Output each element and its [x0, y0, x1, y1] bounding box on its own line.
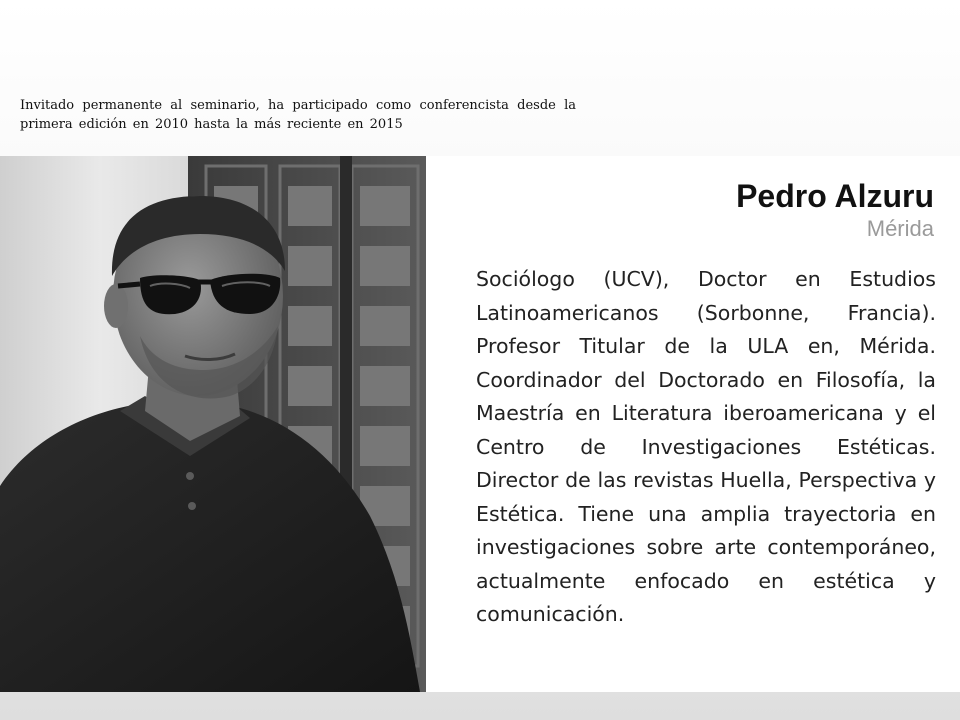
person-name: Pedro Alzuru: [736, 178, 934, 214]
caption-text: Invitado permanente al seminario, ha participado como conferencista desde la primera edición en 2010 hasta la más reciente en 2015: [20, 98, 576, 132]
portrait-illustration: [0, 156, 426, 692]
person-city: Mérida: [866, 216, 934, 241]
portrait-photo: [0, 156, 426, 692]
bio-text: Sociólogo (UCV), Doctor en Estudios Latinoamericanos (Sorbonne, Francia). Profesor Titular de la ULA en, Mérida. Coordinador del Doctorado en Filosofía, la Maestría en Literatura iberoamericana y el Centro de Investigaciones Estéticas. Director de las revistas Huella, Perspectiva y Estética. Tiene una amplia trayectoria en investigaciones sobre arte contemporáneo, actualmente enfocado en estética y comunicación.: [476, 267, 936, 626]
